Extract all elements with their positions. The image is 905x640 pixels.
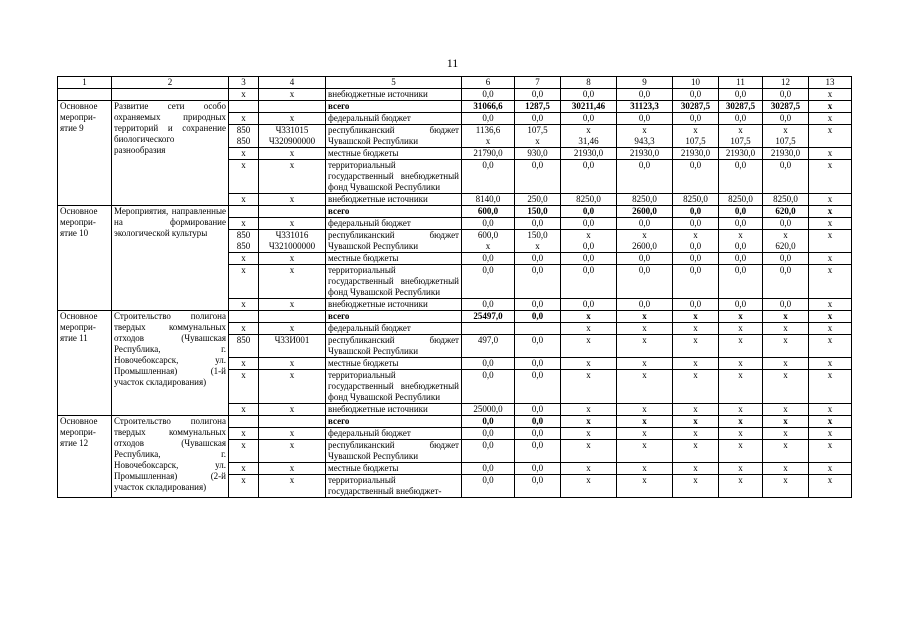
code-cell: х <box>259 358 326 370</box>
value-cell: х <box>561 440 617 463</box>
value-cell: х <box>561 463 617 475</box>
column-header: 13 <box>809 77 852 89</box>
value-cell: х <box>673 358 719 370</box>
value-cell: х <box>561 475 617 498</box>
code-cell: х <box>259 265 326 299</box>
code-cell <box>229 206 259 218</box>
value-cell: х <box>809 358 852 370</box>
code-cell: х <box>259 404 326 416</box>
value-cell: х <box>617 335 673 358</box>
value-cell: х 0,0 <box>719 230 763 253</box>
value-cell: 0,0 <box>673 89 719 101</box>
value-cell: 2600,0 <box>617 206 673 218</box>
value-cell: 0,0 <box>719 299 763 311</box>
column-header: 12 <box>763 77 809 89</box>
code-cell <box>259 206 326 218</box>
budget-table <box>57 76 852 498</box>
value-cell: х 31,46 <box>561 125 617 148</box>
value-cell: 21930,0 <box>719 148 763 160</box>
value-cell <box>462 323 515 335</box>
value-cell: 0,0 <box>673 253 719 265</box>
value-cell: х <box>673 428 719 440</box>
column-header: 7 <box>515 77 561 89</box>
source-cell: территориальный государственный внебюджет- <box>326 475 462 498</box>
value-cell: 0,0 <box>515 416 561 428</box>
value-cell: х <box>617 323 673 335</box>
value-cell: 250,0 <box>515 194 561 206</box>
source-cell: местные бюджеты <box>326 148 462 160</box>
code-cell: Ч331015 Ч320900000 <box>259 125 326 148</box>
code-cell: 850 850 <box>229 125 259 148</box>
value-cell: 0,0 <box>719 89 763 101</box>
value-cell <box>515 323 561 335</box>
value-cell: х <box>719 404 763 416</box>
value-cell: х <box>561 323 617 335</box>
event-cell-empty <box>58 89 112 101</box>
value-cell: 0,0 <box>617 160 673 194</box>
value-cell: 0,0 <box>515 299 561 311</box>
table-row <box>58 311 852 323</box>
value-cell: х <box>719 428 763 440</box>
value-cell: х <box>763 358 809 370</box>
value-cell: 0,0 <box>515 370 561 404</box>
value-cell: х <box>561 370 617 404</box>
value-cell: х <box>809 299 852 311</box>
source-cell: внебюджетные источники <box>326 194 462 206</box>
event-description: Строительство полигона твердых коммунальных отходов (Чувашская Республика, г. Новочебоксарск, ул. Промышленная) (1-й участок складирования) <box>112 311 229 416</box>
value-cell: х <box>617 428 673 440</box>
source-cell: территориальный государственный внебюджетный фонд Чувашской Республики <box>326 370 462 404</box>
value-cell: 30287,5 <box>763 101 809 113</box>
source-cell: всего <box>326 416 462 428</box>
value-cell: 0,0 <box>515 218 561 230</box>
value-cell: 21930,0 <box>673 148 719 160</box>
value-cell: 21790,0 <box>462 148 515 160</box>
event-name: Основное меропри- ятие 9 <box>58 101 112 206</box>
source-cell: республиканский бюджет Чувашской Республики <box>326 230 462 253</box>
value-cell: х <box>763 463 809 475</box>
source-cell: республиканский бюджет Чувашской Республики <box>326 335 462 358</box>
source-cell: федеральный бюджет <box>326 113 462 125</box>
value-cell: х <box>763 475 809 498</box>
value-cell: 0,0 <box>462 89 515 101</box>
column-header: 9 <box>617 77 673 89</box>
code-cell: х <box>229 370 259 404</box>
source-cell: всего <box>326 311 462 323</box>
source-cell: всего <box>326 206 462 218</box>
code-cell <box>229 311 259 323</box>
value-cell: 25000,0 <box>462 404 515 416</box>
value-cell: 8250,0 <box>719 194 763 206</box>
value-cell: 620,0 <box>763 206 809 218</box>
value-cell: х <box>673 335 719 358</box>
value-cell: 0,0 <box>719 160 763 194</box>
value-cell: 30287,5 <box>719 101 763 113</box>
value-cell: 8250,0 <box>617 194 673 206</box>
column-header: 5 <box>326 77 462 89</box>
value-cell: х <box>719 335 763 358</box>
source-cell: республиканский бюджет Чувашской Республики <box>326 125 462 148</box>
value-cell: х <box>809 253 852 265</box>
source-cell: республиканский бюджет Чувашской Республики <box>326 440 462 463</box>
value-cell: 0,0 <box>763 265 809 299</box>
value-cell: 0,0 <box>763 89 809 101</box>
value-cell: х <box>673 416 719 428</box>
value-cell: х <box>673 370 719 404</box>
value-cell: 150,0 <box>515 206 561 218</box>
value-cell: 31123,3 <box>617 101 673 113</box>
value-cell: 0,0 <box>462 253 515 265</box>
value-cell: 0,0 <box>462 358 515 370</box>
value-cell: х <box>763 404 809 416</box>
event-name: Основное меропри- ятие 12 <box>58 416 112 498</box>
value-cell: 107,5 х <box>515 125 561 148</box>
value-cell: х <box>763 370 809 404</box>
value-cell: 0,0 <box>617 113 673 125</box>
value-cell: 0,0 <box>617 218 673 230</box>
source-cell: местные бюджеты <box>326 463 462 475</box>
value-cell: 150,0 х <box>515 230 561 253</box>
value-cell: 0,0 <box>462 299 515 311</box>
source-cell: федеральный бюджет <box>326 323 462 335</box>
value-cell: х <box>809 218 852 230</box>
value-cell: х <box>809 370 852 404</box>
value-cell: 600,0 <box>462 206 515 218</box>
table-row <box>58 101 852 113</box>
value-cell: 0,0 <box>515 475 561 498</box>
value-cell: х 0,0 <box>673 230 719 253</box>
column-header: 11 <box>719 77 763 89</box>
value-cell: х 2600,0 <box>617 230 673 253</box>
code-cell: х <box>259 218 326 230</box>
value-cell: 0,0 <box>515 404 561 416</box>
value-cell: 0,0 <box>462 370 515 404</box>
description-cell-empty <box>112 89 229 101</box>
value-cell: х <box>809 404 852 416</box>
code-cell: х <box>259 160 326 194</box>
code-cell: х <box>229 113 259 125</box>
value-cell: 0,0 <box>719 265 763 299</box>
code-cell: х <box>259 253 326 265</box>
value-cell: 8140,0 <box>462 194 515 206</box>
value-cell: 0,0 <box>462 440 515 463</box>
column-header: 6 <box>462 77 515 89</box>
value-cell: 0,0 <box>561 218 617 230</box>
source-cell: территориальный государственный внебюджетный фонд Чувашской Республики <box>326 160 462 194</box>
value-cell: х 107,5 <box>763 125 809 148</box>
code-cell: х <box>229 299 259 311</box>
value-cell: 0,0 <box>515 265 561 299</box>
value-cell: х <box>673 440 719 463</box>
value-cell: 0,0 <box>617 265 673 299</box>
code-cell: х <box>259 370 326 404</box>
value-cell: х 0,0 <box>561 230 617 253</box>
page-number: 11 <box>446 56 459 70</box>
code-cell: х <box>229 440 259 463</box>
value-cell: 0,0 <box>515 428 561 440</box>
value-cell: х <box>673 323 719 335</box>
value-cell: х <box>719 370 763 404</box>
value-cell: 0,0 <box>719 218 763 230</box>
source-cell: внебюджетные источники <box>326 404 462 416</box>
code-cell: 850 850 <box>229 230 259 253</box>
column-header: 10 <box>673 77 719 89</box>
value-cell: х <box>809 475 852 498</box>
value-cell: 0,0 <box>462 160 515 194</box>
value-cell: х <box>809 428 852 440</box>
value-cell: х <box>809 230 852 253</box>
value-cell: х <box>719 358 763 370</box>
code-cell: х <box>229 160 259 194</box>
value-cell: 31066,6 <box>462 101 515 113</box>
table-row <box>58 206 852 218</box>
value-cell: х <box>617 358 673 370</box>
code-cell: х <box>229 475 259 498</box>
value-cell: 0,0 <box>462 218 515 230</box>
value-cell: 0,0 <box>763 218 809 230</box>
code-cell: х <box>259 148 326 160</box>
code-cell: х <box>229 265 259 299</box>
value-cell: х <box>763 428 809 440</box>
value-cell: х <box>617 463 673 475</box>
value-cell: 0,0 <box>515 89 561 101</box>
column-header: 1 <box>58 77 112 89</box>
value-cell: х <box>763 440 809 463</box>
value-cell: 0,0 <box>515 463 561 475</box>
value-cell: 0,0 <box>561 265 617 299</box>
value-cell: х <box>809 463 852 475</box>
value-cell: 0,0 <box>515 440 561 463</box>
value-cell: 0,0 <box>561 113 617 125</box>
value-cell: 0,0 <box>719 253 763 265</box>
value-cell: 0,0 <box>462 113 515 125</box>
code-cell: х <box>229 148 259 160</box>
value-cell: х <box>561 404 617 416</box>
value-cell: х 620,0 <box>763 230 809 253</box>
value-cell: х <box>763 416 809 428</box>
value-cell: 1136,6 х <box>462 125 515 148</box>
value-cell: 25497,0 <box>462 311 515 323</box>
source-cell: местные бюджеты <box>326 358 462 370</box>
value-cell: х <box>561 335 617 358</box>
value-cell: 0,0 <box>719 206 763 218</box>
value-cell: 0,0 <box>561 299 617 311</box>
value-cell: х 107,5 <box>673 125 719 148</box>
code-cell: х <box>259 440 326 463</box>
code-cell: х <box>259 323 326 335</box>
value-cell: х <box>561 416 617 428</box>
code-cell: Ч331016 Ч321000000 <box>259 230 326 253</box>
event-description: Строительство полигона твердых коммунальных отходов (Чувашская Республика, г. Новочебоксарск, ул. Промышленная) (2-й участок складирования) <box>112 416 229 498</box>
value-cell: х <box>763 311 809 323</box>
value-cell: 0,0 <box>673 218 719 230</box>
column-header: 4 <box>259 77 326 89</box>
value-cell: 8250,0 <box>763 194 809 206</box>
value-cell: х <box>617 440 673 463</box>
value-cell: 930,0 <box>515 148 561 160</box>
value-cell: 0,0 <box>719 113 763 125</box>
value-cell: 0,0 <box>763 253 809 265</box>
value-cell: 0,0 <box>617 253 673 265</box>
table-row <box>58 416 852 428</box>
event-name: Основное меропри- ятие 11 <box>58 311 112 416</box>
event-name: Основное меропри- ятие 10 <box>58 206 112 311</box>
value-cell: х <box>809 125 852 148</box>
value-cell: х <box>809 101 852 113</box>
value-cell: х <box>809 416 852 428</box>
code-cell: х <box>229 404 259 416</box>
value-cell: х 943,3 <box>617 125 673 148</box>
code-cell: 850 <box>229 335 259 358</box>
code-cell <box>259 311 326 323</box>
value-cell: 30287,5 <box>673 101 719 113</box>
value-cell: 0,0 <box>617 299 673 311</box>
code-cell: х <box>259 89 326 101</box>
value-cell: 0,0 <box>515 311 561 323</box>
header-row <box>58 77 852 89</box>
value-cell: х <box>617 475 673 498</box>
value-cell: х <box>809 265 852 299</box>
value-cell: 0,0 <box>561 160 617 194</box>
source-cell: местные бюджеты <box>326 253 462 265</box>
code-cell <box>229 101 259 113</box>
code-cell: х <box>259 428 326 440</box>
value-cell: х <box>809 311 852 323</box>
value-cell: х <box>673 404 719 416</box>
value-cell: 0,0 <box>763 299 809 311</box>
value-cell: 0,0 <box>462 475 515 498</box>
value-cell: х <box>561 311 617 323</box>
value-cell: 30211,46 <box>561 101 617 113</box>
source-cell: федеральный бюджет <box>326 428 462 440</box>
value-cell: х <box>617 370 673 404</box>
value-cell: х <box>673 311 719 323</box>
value-cell: х <box>719 416 763 428</box>
value-cell: 0,0 <box>561 253 617 265</box>
code-cell: х <box>229 89 259 101</box>
event-description: Мероприятия, направленные на формирование экологической культуры <box>112 206 229 311</box>
value-cell: 0,0 <box>515 253 561 265</box>
value-cell: х <box>809 113 852 125</box>
code-cell: х <box>229 428 259 440</box>
value-cell: х <box>719 311 763 323</box>
value-cell: х <box>561 358 617 370</box>
value-cell: 0,0 <box>673 299 719 311</box>
source-cell: федеральный бюджет <box>326 218 462 230</box>
value-cell: 0,0 <box>515 160 561 194</box>
code-cell <box>259 101 326 113</box>
value-cell: 0,0 <box>515 358 561 370</box>
code-cell: х <box>229 463 259 475</box>
code-cell: х <box>229 218 259 230</box>
value-cell: х <box>809 89 852 101</box>
value-cell: х <box>809 335 852 358</box>
source-cell: территориальный государственный внебюджетный фонд Чувашской Республики <box>326 265 462 299</box>
source-cell: внебюджетные источники <box>326 299 462 311</box>
column-header: 3 <box>229 77 259 89</box>
code-cell: х <box>229 253 259 265</box>
value-cell: 0,0 <box>515 113 561 125</box>
value-cell: х <box>673 463 719 475</box>
value-cell: х <box>763 323 809 335</box>
column-header: 8 <box>561 77 617 89</box>
event-description: Развитие сети особо охраняемых природных территорий и сохранение биологического разнообразия <box>112 101 229 206</box>
value-cell: х <box>763 335 809 358</box>
value-cell: х <box>617 416 673 428</box>
value-cell: 21930,0 <box>561 148 617 160</box>
value-cell: 8250,0 <box>561 194 617 206</box>
value-cell: х <box>809 323 852 335</box>
code-cell: х <box>259 299 326 311</box>
value-cell: 600,0 х <box>462 230 515 253</box>
value-cell: 0,0 <box>462 428 515 440</box>
source-cell: внебюджетные источники <box>326 89 462 101</box>
source-cell: всего <box>326 101 462 113</box>
value-cell: х <box>719 463 763 475</box>
value-cell: 21930,0 <box>763 148 809 160</box>
value-cell: х <box>719 323 763 335</box>
code-cell: Ч33И001 <box>259 335 326 358</box>
value-cell: 1287,5 <box>515 101 561 113</box>
value-cell: х <box>617 311 673 323</box>
column-header: 2 <box>112 77 229 89</box>
value-cell: 21930,0 <box>617 148 673 160</box>
value-cell: х <box>617 404 673 416</box>
value-cell: х <box>719 475 763 498</box>
value-cell: 0,0 <box>561 89 617 101</box>
value-cell: 0,0 <box>617 89 673 101</box>
code-cell <box>259 416 326 428</box>
code-cell: х <box>259 113 326 125</box>
value-cell: 0,0 <box>462 416 515 428</box>
value-cell: 0,0 <box>673 160 719 194</box>
value-cell: х <box>719 440 763 463</box>
value-cell: х 107,5 <box>719 125 763 148</box>
value-cell: х <box>561 428 617 440</box>
value-cell: х <box>809 148 852 160</box>
code-cell: х <box>259 194 326 206</box>
value-cell: 0,0 <box>673 206 719 218</box>
value-cell: 8250,0 <box>673 194 719 206</box>
value-cell: 0,0 <box>763 160 809 194</box>
value-cell: 497,0 <box>462 335 515 358</box>
value-cell: 0,0 <box>561 206 617 218</box>
code-cell: х <box>229 194 259 206</box>
value-cell: 0,0 <box>673 265 719 299</box>
value-cell: 0,0 <box>673 113 719 125</box>
value-cell: 0,0 <box>515 335 561 358</box>
value-cell: 0,0 <box>462 463 515 475</box>
value-cell: х <box>809 194 852 206</box>
value-cell: х <box>809 206 852 218</box>
value-cell: х <box>809 160 852 194</box>
code-cell <box>229 416 259 428</box>
code-cell: х <box>229 323 259 335</box>
code-cell: х <box>259 463 326 475</box>
value-cell: 0,0 <box>462 265 515 299</box>
code-cell: х <box>229 358 259 370</box>
value-cell: 0,0 <box>763 113 809 125</box>
table-row <box>58 89 852 101</box>
value-cell: х <box>673 475 719 498</box>
value-cell: х <box>809 440 852 463</box>
code-cell: х <box>259 475 326 498</box>
